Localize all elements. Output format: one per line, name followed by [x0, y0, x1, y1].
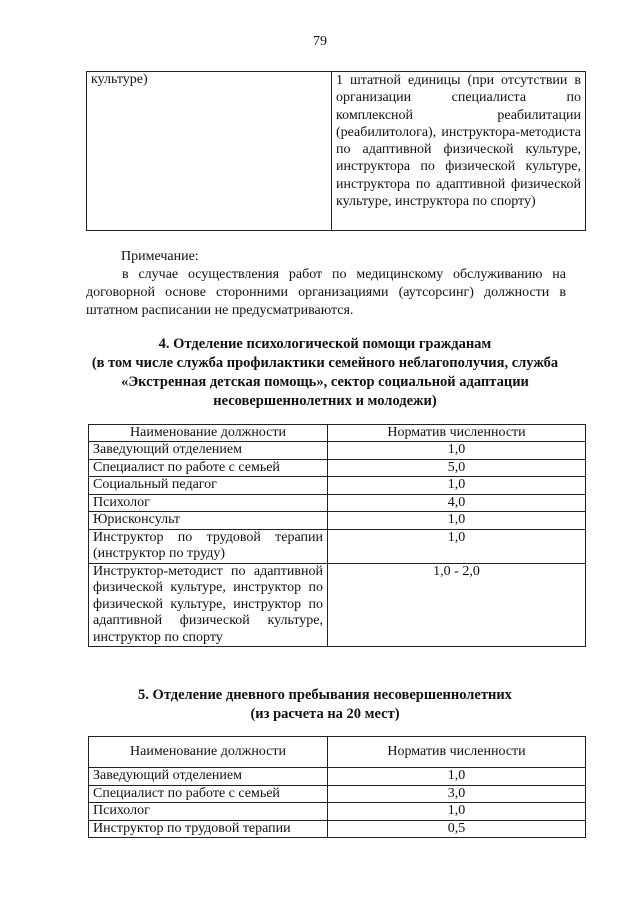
- page-number: 79: [313, 34, 327, 49]
- heading-line: (в том числе служба профилактики семейного неблагополучия, служба: [91, 355, 559, 371]
- table-row: [89, 477, 586, 495]
- table-row: [89, 563, 586, 647]
- norm-cell: 1,0: [328, 442, 586, 460]
- table-header-row: [89, 425, 586, 442]
- staff-table-continued: [86, 71, 586, 231]
- column-header-norm: Норматив численности: [328, 737, 586, 768]
- position-cell: Психолог: [89, 803, 328, 821]
- heading-line: «Экстренная детская помощь», сектор социальной адаптации: [121, 374, 529, 390]
- section-5-staff-table: [88, 736, 586, 838]
- position-cell: Социальный педагог: [89, 477, 328, 495]
- table-row: [89, 820, 586, 838]
- position-cell: культуре): [87, 72, 332, 231]
- table-row: [89, 529, 586, 563]
- position-cell: Юрисконсульт: [89, 512, 328, 530]
- table-row: [89, 803, 586, 821]
- position-cell: Заведующий отделением: [89, 768, 328, 786]
- norm-cell: 5,0: [328, 459, 586, 477]
- norm-cell: 0,5: [328, 820, 586, 838]
- section-5-heading: [60, 686, 590, 724]
- position-cell: Специалист по работе с семьей: [89, 785, 328, 803]
- table-row: [89, 459, 586, 477]
- heading-line: 5. Отделение дневного пребывания несовершеннолетних: [138, 687, 512, 703]
- norm-cell: 1,0 - 2,0: [328, 563, 586, 647]
- table-row: [89, 785, 586, 803]
- section-4-staff-table: [88, 424, 586, 647]
- position-cell: Специалист по работе с семьей: [89, 459, 328, 477]
- position-cell: Инструктор-методист по адаптивной физической культуре, инструктор по физической культуре, инструктор по адаптивной физической культуре, инструктор по спорту: [89, 563, 328, 647]
- heading-line: несовершеннолетних и молодежи): [213, 393, 437, 409]
- column-header-position: Наименование должности: [89, 737, 328, 768]
- column-header-norm: Норматив численности: [328, 425, 586, 442]
- norm-cell: 4,0: [328, 494, 586, 512]
- position-cell: Инструктор по трудовой терапии: [89, 820, 328, 838]
- table-row: [89, 768, 586, 786]
- heading-line: (из расчета на 20 мест): [250, 706, 400, 722]
- table-row: [87, 72, 586, 231]
- note-title: Примечание:: [121, 249, 199, 264]
- table-row: [89, 494, 586, 512]
- norm-cell: 1,0: [328, 529, 586, 563]
- note-body: в случае осуществления работ по медицинскому обслуживанию на договорной основе сторонними организациями (аутсорсинг) должности в штатном расписании не предусматриваются.: [86, 267, 566, 318]
- position-cell: Заведующий отделением: [89, 442, 328, 460]
- position-cell: Психолог: [89, 494, 328, 512]
- norm-cell: 1,0: [328, 477, 586, 495]
- norm-cell: 1 штатной единицы (при отсутствии в организации специалиста по комплексной реабилитации (реабилитолога), инструктора-методиста по адаптивной физической культуре, инструктора по физической культуре, инструктора по адаптивной физической культуре, инструктора по спорту): [332, 72, 586, 231]
- section-4-heading: [60, 335, 590, 411]
- heading-line: 4. Отделение психологической помощи гражданам: [158, 336, 492, 352]
- norm-cell: 1,0: [328, 768, 586, 786]
- norm-cell: 3,0: [328, 785, 586, 803]
- table-row: [89, 442, 586, 460]
- table-header-row: [89, 737, 586, 768]
- table-row: [89, 512, 586, 530]
- column-header-position: Наименование должности: [89, 425, 328, 442]
- norm-cell: 1,0: [328, 512, 586, 530]
- norm-cell: 1,0: [328, 803, 586, 821]
- position-cell: Инструктор по трудовой терапии (инструктор по труду): [89, 529, 328, 563]
